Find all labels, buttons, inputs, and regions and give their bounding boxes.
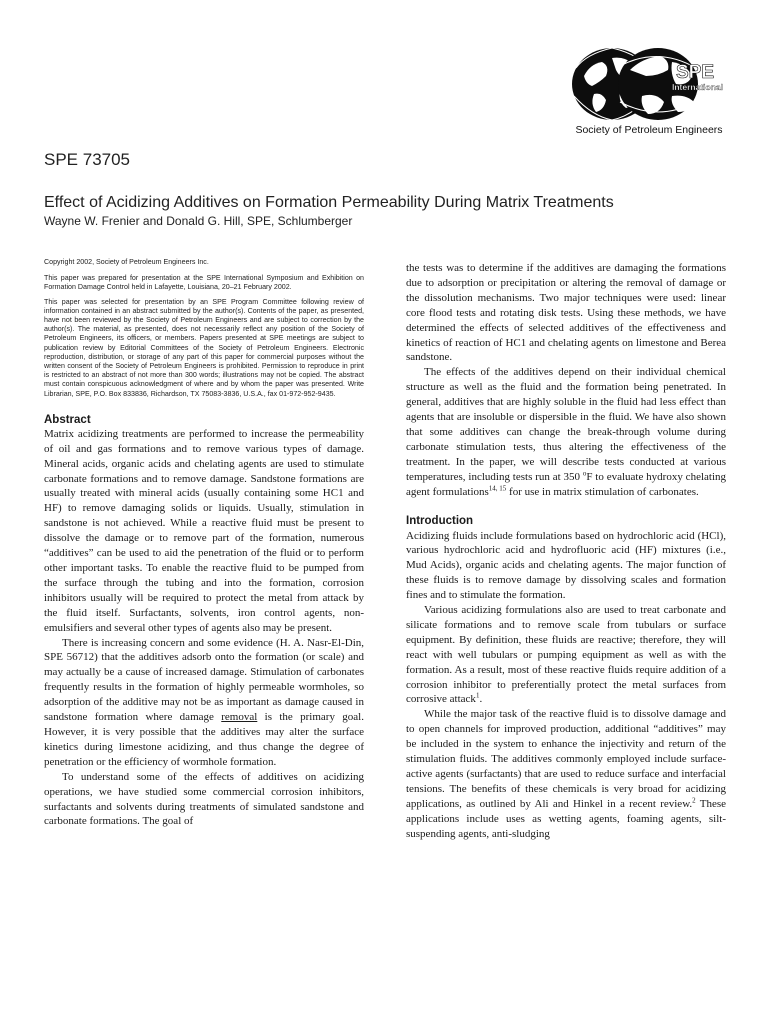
intro-paragraph-3: [406, 707, 726, 841]
paper-title: Effect of Acidizing Additives on Formation Permeability During Matrix Treatments: [44, 194, 614, 211]
copyright-notice: Copyright 2002, Society of Petroleum Engineers Inc.: [44, 258, 209, 266]
reference-superscript: 1: [475, 691, 480, 700]
abstract-p4-text-a: The effects of the additives depend on their individual chemical structure as well as the fluid and the formation being penetrated. In general, additives that are highly soluble in the fluid had less effect than agents that are insoluble or dispersible in the fluid. We have also shown that some additives can change the break-through volume during carbonate stimulation tests, thus altering the effectiveness of the treatment. In the paper, we will describe tests conducted at various temperatures, including tests run at 350: [406, 366, 726, 483]
degree-mark: o: [582, 469, 587, 478]
authors: Wayne W. Frenier and Donald G. Hill, SPE, Schlumberger: [44, 214, 353, 228]
abstract-paragraph-3: To understand some of the effects of additives on acidizing operations, we have studied some commercial corrosion inhibitors, surfactants and solvents during treatments of simulated sandstone and carbonate formations. The goal of: [44, 770, 364, 828]
intro-paragraph-2: [406, 603, 726, 707]
intro-paragraph-1: Acidizing fluids include formulations based on hydrochloric acid (HCl), various hydrochloric acid and hydrofluoric acid (HF) mixtures (i.e., Mud Acids), organic acids and chelating agents. The major function of these fluids is to remove damage by dissolving scales and formation fines and to stimulate the formation.: [406, 529, 726, 602]
abstract-p2-text-a: There is increasing concern and some evidence (H. A. Nasr-El-Din, SPE 56712) that the additives adsorb onto the formation (or scale) and may actually be a cause of increased damage. Stimulation of carbonates frequently results in the formation of highly permeable wormholes, so adsorption of the additive may not be as important as damage caused in sandstone formation where damage: [44, 636, 364, 724]
abstract-heading: Abstract: [44, 413, 91, 426]
abstract-p4-text-b: F to evaluate hydroxy chelating agent formulations: [406, 470, 726, 498]
intro-p3-text-b: These applications include uses as wetting agents, foaming agents, silt-suspending agents, anti-sludging: [406, 797, 726, 840]
globe-logo-icon: [572, 46, 726, 124]
reference-superscript: 14, 15: [488, 483, 507, 492]
abstract-p2-underlined: removal: [221, 711, 258, 724]
abstract-paragraph-3-continued: the tests was to determine if the additives are damaging the formations due to adsorption or precipitation or altering the removal of damage or the dissolution mechanisms. Two major techniques were used: linear core flood tests and rotating disk tests. Using these methods, we have determined the effects of selected additives of the effectiveness and kinetics of reaction of HC1 and chelating agents on limestone and Berea sandstone.: [406, 262, 726, 364]
intro-p3-text-a: While the major task of the reactive fluid is to dissolve damage and to open channels for improved production, additional “additives” may be included in the system to enhance the injectivity and return of the stimulation fluids. The additives commonly employed include surface-active agents (surfactants) that are used to reduce surface and interfacial tensions. The benefits of these chemicals is very broad for acidizing applications, as outlined by Ali and Hinkel in a recent review.: [406, 708, 726, 810]
intro-p2-text-b: .: [479, 693, 483, 706]
presentation-notice: This paper was prepared for presentation at the SPE International Symposium and Exhibition on Formation Damage Control held in Lafayette, Louisiana, 20–21 February 2002.: [44, 274, 364, 292]
abstract-p2-text-b: is the primary goal. However, it is very possible that the additives may alter the surface kinetics during limestone acidizing, and thus change the degree of penetration or the efficiency of wormhole formation.: [44, 711, 364, 768]
logo-subtext: International: [672, 82, 724, 92]
logo-text: SPE: [676, 62, 715, 83]
right-column: [406, 261, 726, 842]
left-column: [44, 258, 364, 829]
abstract-paragraph-4: [406, 365, 726, 499]
intro-p2-text-a: Various acidizing formulations also are used to treat carbonate and silicate formations and to remove scale from tubulars or surface equipment. By definition, these fluids are reactive; therefore, they will react with well tubulars or pumping equipment as well as with the formation. As a result, most of these reactive fluids require addition of a corrosion inhibitor to preferentially protect the metal surfaces from corrosive attack: [406, 604, 726, 706]
paper-number: SPE 73705: [44, 150, 131, 169]
spe-logo: [572, 46, 726, 140]
abstract-paragraph-1: Matrix acidizing treatments are performed to increase the permeability of oil and gas formations and to remove various types of damage. Mineral acids, organic acids and chelating agents are used to stimulate carbonate formations and to remove damage. Sandstone formations are usually treated with mineral acids (usually containing some HC1 and HF) to remove damaging solids or liquids. Usually, stimulation in sandstone is not achieved. While a reactive fluid must be present to dissolve the damage or to remove part of the formation, numerous “additives” can be used to aid the penetration of the fluid or to perform other important tasks. To enable the reactive fluid to be pumped from the surface through the tubing and into the formation, corrosion inhibitors usually will be required to protect the metal from attack by the fluid itself. Surfactants, solvents, iron control agents, non-emulsifiers and several other types of agents also may be present.: [44, 427, 364, 634]
abstract-p4-text-c: for use in matrix stimulation of carbonates.: [506, 485, 699, 498]
abstract-paragraph-2: [44, 636, 364, 770]
logo-caption: Society of Petroleum Engineers: [575, 124, 723, 136]
introduction-heading: Introduction: [406, 514, 474, 527]
selection-notice: This paper was selected for presentation by an SPE Program Committee following review of information contained in an abstract submitted by the author(s). Contents of the paper, as presented, have not been reviewed by the Society of Petroleum Engineers and are subject to correction by the author(s). The material, as presented, does not necessarily reflect any position of the Society of Petroleum Engineers, its officers, or members. Papers presented at SPE meetings are subject to publication review by Editorial Committees of the Society of Petroleum Engineers. Electronic reproduction, distribution, or storage of any part of this paper for commercial purposes without the written consent of the Society of Petroleum Engineers is prohibited. Permission to reproduce in print is restricted to an abstract of not more than 300 words; illustrations may not be copied. The abstract must contain conspicuous acknowledgment of where and by whom the paper was presented. Write Librarian, SPE, P.O. Box 833836, Richardson, TX 75083-3836, U.S.A., fax 01-972-952-9435.: [44, 297, 364, 398]
reference-superscript: 2: [692, 796, 696, 805]
